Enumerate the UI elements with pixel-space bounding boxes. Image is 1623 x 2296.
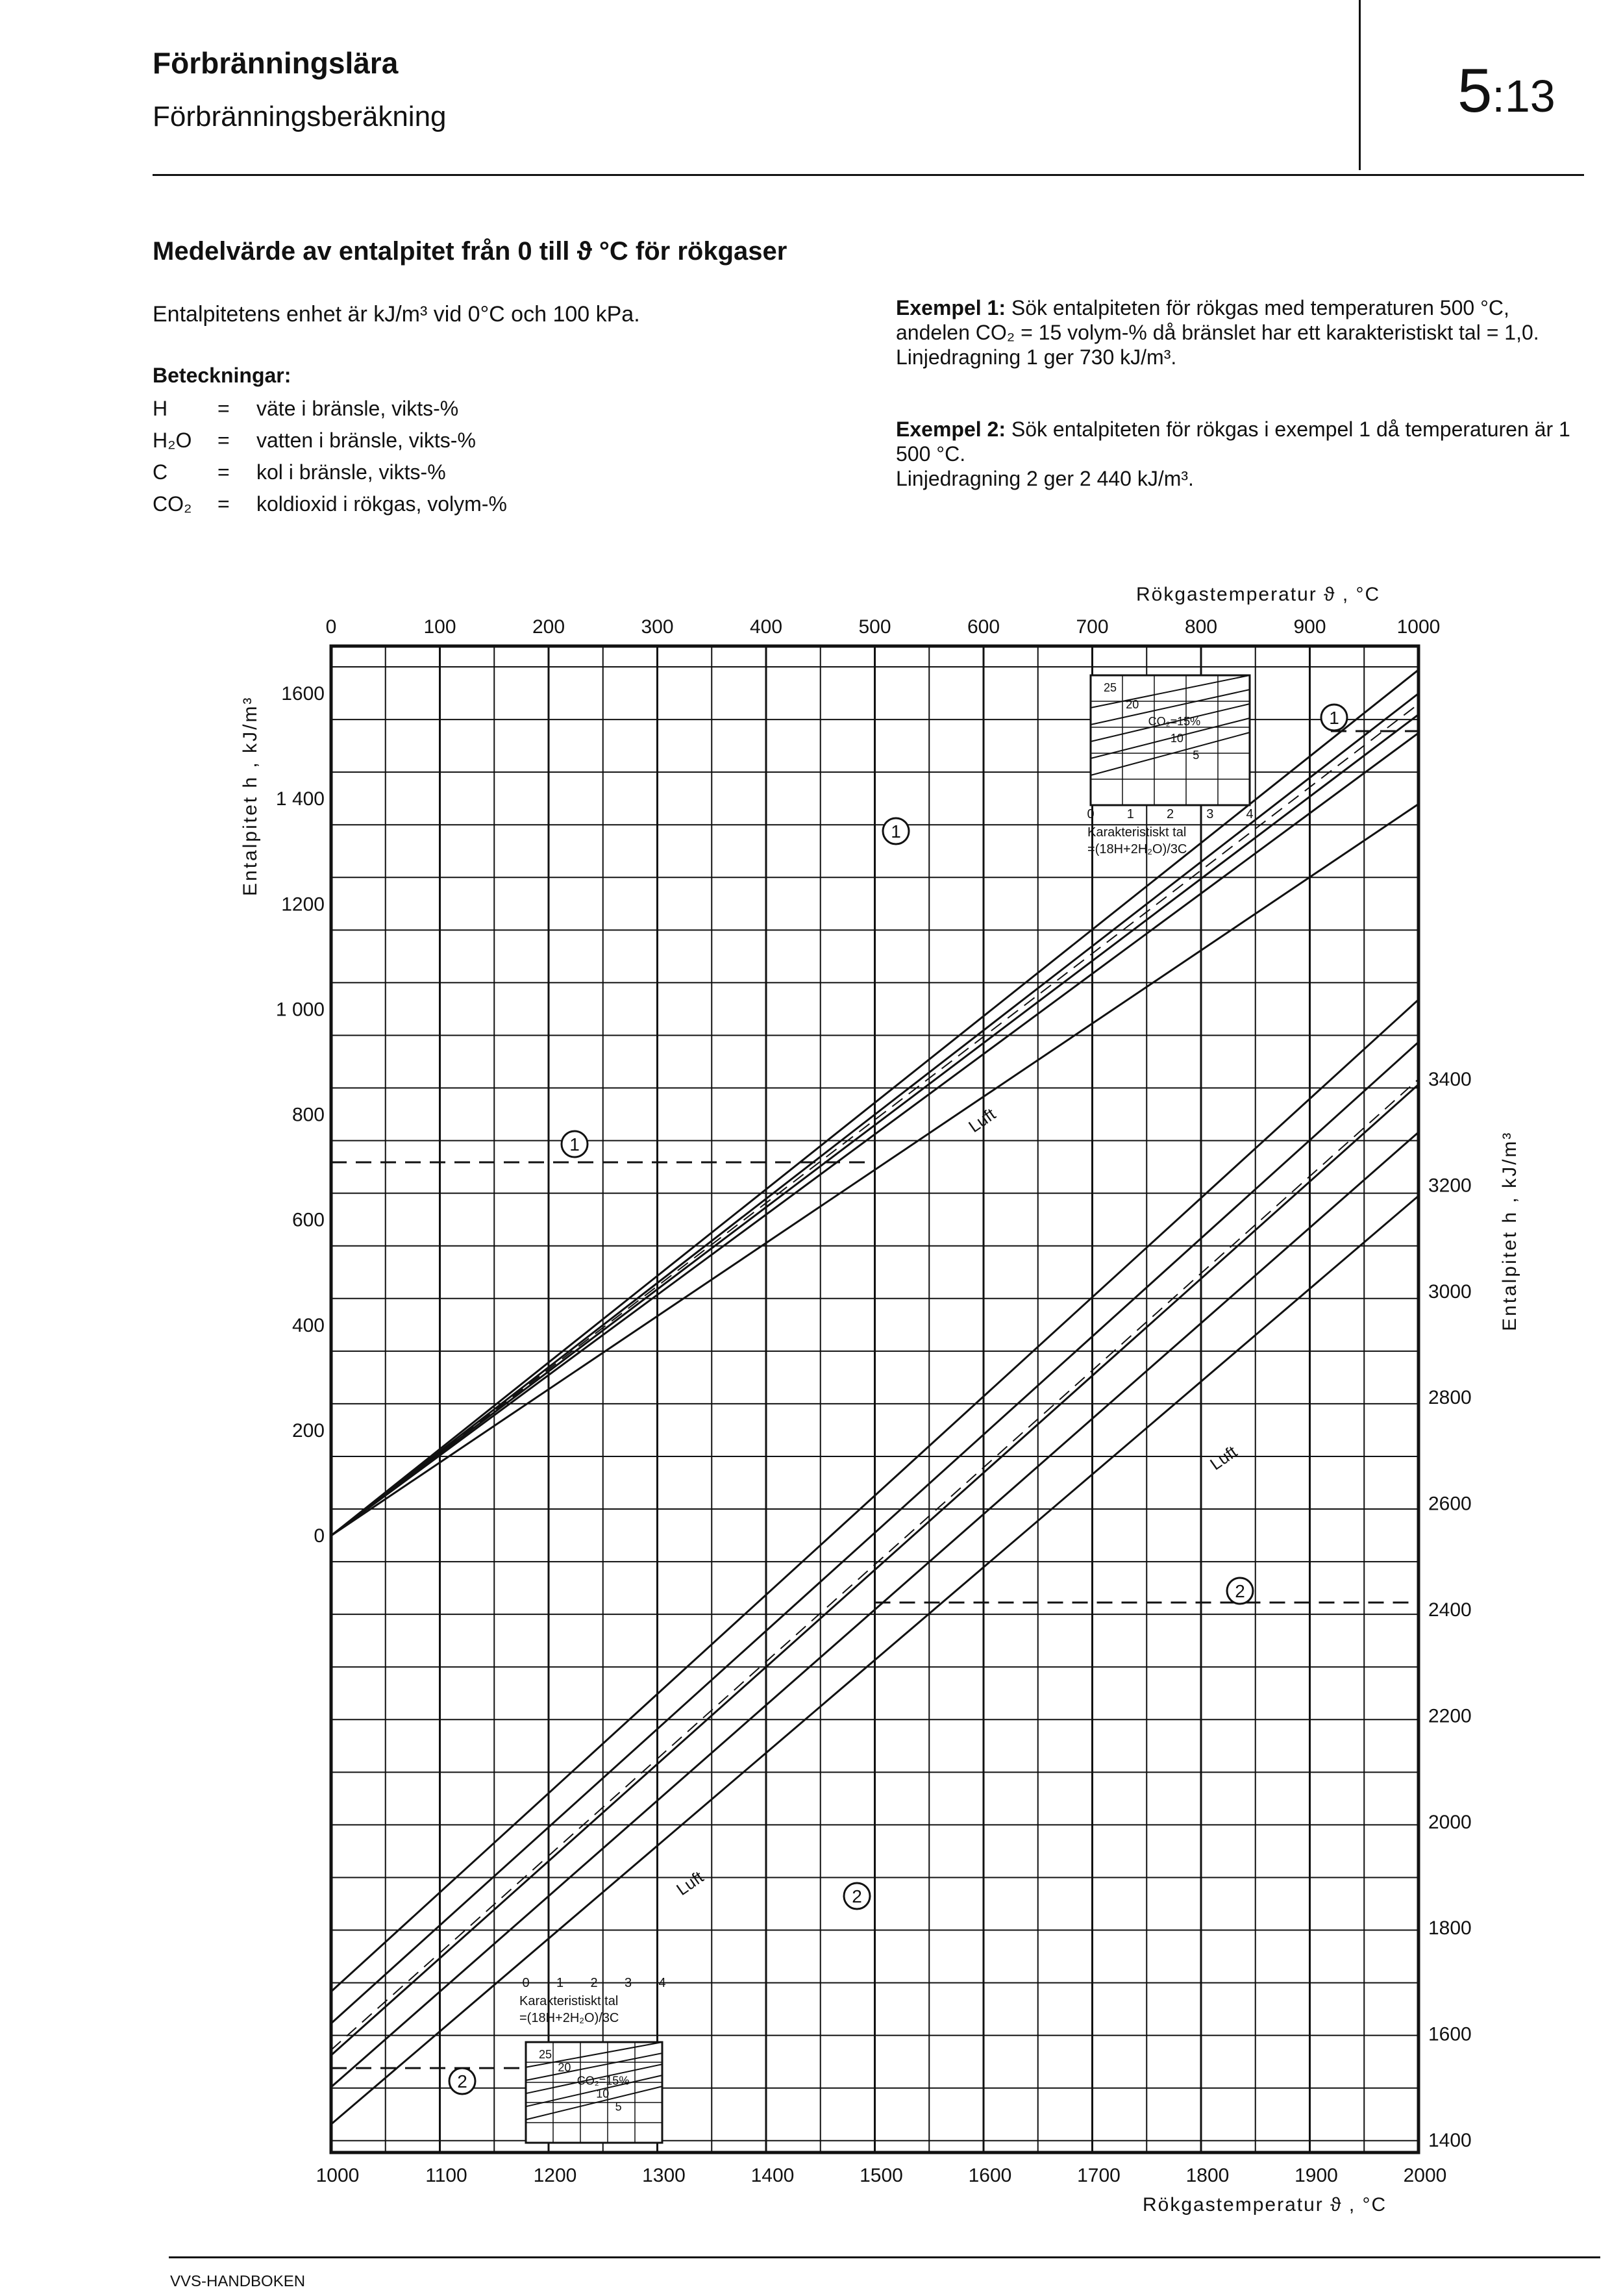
air-label: Luft	[1206, 1441, 1241, 1474]
lower-inset-co2-label: CO₂=15%	[576, 2074, 630, 2088]
legend-equals: =	[217, 429, 230, 452]
marker-2-label: 2	[1235, 1581, 1245, 1601]
left-tick-label: 1 000	[275, 999, 325, 1021]
upper-inset-co2-label: 5	[1193, 749, 1200, 762]
footer-rule	[169, 2256, 1600, 2258]
lower-inset-formula: =(18H+2H₂O)/3C	[519, 2011, 619, 2025]
page-chapter: 5	[1457, 56, 1493, 125]
footer-text: VVS-HANDBOKEN	[170, 2273, 306, 2290]
section-title: Medelvärde av entalpitet från 0 till ϑ °C för rökgaser	[153, 237, 787, 266]
bottom-axis-title: Rökgastemperatur ϑ , °C	[1143, 2194, 1387, 2215]
bottom-tick-label: 1300	[642, 2165, 686, 2186]
top-tick-label: 0	[325, 616, 337, 638]
example-1-label: Exempel 1:	[896, 296, 1006, 319]
right-axis-title: Entalpitet h , kJ/m³	[1499, 1130, 1520, 1331]
lower-inset-co2-label: 20	[558, 2061, 571, 2075]
left-tick-label: 200	[291, 1419, 325, 1441]
bottom-tick-label: 2000	[1403, 2165, 1447, 2186]
left-tick-label: 800	[291, 1104, 325, 1126]
top-axis-title: Rökgastemperatur ϑ , °C	[1136, 584, 1381, 605]
lower-inset-tick: 3	[624, 1976, 632, 1990]
upper-inset-title: Karakteristiskt tal	[1087, 825, 1187, 840]
example-1-text: Sök entalpiteten för rökgas med temperaturen 500 °C, andelen CO₂ = 15 volym-% då bränslet har ett karakteristiskt tal = 1,0.	[896, 296, 1539, 344]
example-2-text: Sök entalpiteten för rökgas i exempel 1 då temperaturen är 1 500 °C.	[896, 418, 1570, 466]
right-tick-label: 1400	[1428, 2130, 1472, 2151]
marker-1-label: 1	[569, 1134, 580, 1154]
bottom-tick-label: 1600	[968, 2165, 1012, 2186]
legend-description: väte i bränsle, vikts-%	[256, 397, 459, 420]
upper-inset-tick: 4	[1246, 807, 1254, 821]
example-2-result: Linjedragning 2 ger 2 440 kJ/m³.	[896, 467, 1194, 490]
left-tick-label: 0	[314, 1525, 325, 1547]
left-tick-label: 400	[291, 1314, 325, 1336]
marker-1-label: 1	[891, 821, 901, 842]
air-label: Luft	[673, 1867, 707, 1899]
top-tick-label: 1000	[1396, 616, 1441, 638]
bottom-tick-label: 1900	[1295, 2165, 1338, 2186]
upper-inset-co2-label: 10	[1170, 732, 1183, 745]
legend-symbol: C	[153, 460, 168, 484]
right-tick-label: 2800	[1428, 1387, 1472, 1409]
legend-description: koldioxid i rökgas, volym-%	[256, 492, 507, 516]
diagram-insets	[519, 675, 1254, 2143]
top-tick-label: 700	[1076, 616, 1109, 638]
right-tick-label: 2000	[1428, 1811, 1472, 1833]
example-2-label: Exempel 2:	[896, 418, 1006, 441]
left-axis-title: Entalpitet h , kJ/m³	[240, 695, 261, 896]
legend-equals: =	[217, 492, 230, 516]
legend-symbol: H	[153, 397, 168, 420]
top-tick-label: 300	[641, 616, 674, 638]
unit-text: Entalpitetens enhet är kJ/m³ vid 0°C och 100 kPa.	[153, 302, 640, 327]
marker-2-label: 2	[852, 1886, 862, 1906]
upper-inset-co2-label: 20	[1126, 698, 1139, 711]
upper-inset-tick: 3	[1206, 807, 1214, 821]
lower-inset-co2-label: 25	[539, 2048, 552, 2061]
top-tick-label: 600	[967, 616, 1000, 638]
marker-2-label: 2	[457, 2071, 467, 2091]
lower-inset-tick: 4	[658, 1976, 666, 1990]
bottom-tick-label: 1800	[1185, 2165, 1230, 2186]
marker-1-label: 1	[1329, 708, 1339, 728]
bottom-tick-label: 1500	[860, 2165, 903, 2186]
legend-description: kol i bränsle, vikts-%	[256, 460, 446, 484]
legend-heading: Beteckningar:	[153, 364, 291, 387]
legend-symbol: CO₂	[153, 492, 192, 516]
right-tick-label: 1600	[1428, 2023, 1472, 2045]
legend-description: vatten i bränsle, vikts-%	[256, 429, 476, 452]
lower-inset-title: Karakteristiskt tal	[519, 1994, 619, 2008]
upper-inset-co2-label: CO₂=15%	[1148, 715, 1201, 728]
air-label: Luft	[965, 1104, 999, 1136]
lower-inset-co2-label: 10	[596, 2087, 610, 2101]
bottom-tick-label: 1700	[1077, 2165, 1121, 2186]
legend-equals: =	[217, 397, 230, 420]
right-tick-label: 3400	[1428, 1069, 1472, 1090]
right-tick-label: 3200	[1428, 1175, 1472, 1197]
right-tick-label: 1800	[1428, 1917, 1472, 1940]
upper-inset-tick: 0	[1087, 807, 1095, 821]
left-tick-label: 1 400	[275, 788, 325, 810]
diagram-labels	[240, 584, 1520, 2215]
page-separator: :	[1492, 71, 1505, 121]
right-tick-label: 2600	[1428, 1493, 1472, 1515]
top-tick-label: 400	[749, 616, 783, 638]
legend-equals: =	[217, 460, 230, 484]
top-tick-label: 900	[1293, 616, 1326, 638]
top-tick-label: 800	[1184, 616, 1218, 638]
example-1-result: Linjedragning 1 ger 730 kJ/m³.	[896, 345, 1177, 369]
left-tick-label: 1600	[281, 683, 325, 705]
top-tick-label: 100	[423, 616, 456, 638]
document-title: Förbränningslära	[153, 46, 399, 80]
document-subtitle: Förbränningsberäkning	[153, 101, 447, 132]
right-tick-label: 2400	[1428, 1599, 1472, 1621]
lower-inset-tick: 2	[590, 1976, 598, 1990]
top-tick-label: 500	[858, 616, 891, 638]
bottom-tick-label: 1200	[533, 2165, 577, 2186]
page-index: 13	[1504, 71, 1555, 121]
upper-inset-co2-label: 25	[1104, 681, 1117, 694]
lower-inset-tick: 1	[556, 1976, 564, 1990]
right-tick-label: 2200	[1428, 1705, 1472, 1727]
upper-inset-tick: 2	[1166, 807, 1174, 821]
top-tick-label: 200	[532, 616, 565, 638]
left-tick-label: 600	[291, 1209, 325, 1231]
bottom-tick-label: 1100	[425, 2165, 467, 2186]
lower-inset-tick: 0	[522, 1976, 530, 1990]
upper-inset-tick: 1	[1126, 807, 1134, 821]
lower-inset-co2-label: 5	[615, 2100, 622, 2114]
upper-inset-formula: =(18H+2H₂O)/3C	[1087, 842, 1187, 856]
left-tick-label: 1200	[281, 893, 325, 916]
right-tick-label: 3000	[1428, 1280, 1472, 1303]
bottom-tick-label: 1000	[316, 2165, 360, 2186]
legend-symbol: H₂O	[153, 429, 192, 452]
bottom-tick-label: 1400	[750, 2165, 795, 2186]
